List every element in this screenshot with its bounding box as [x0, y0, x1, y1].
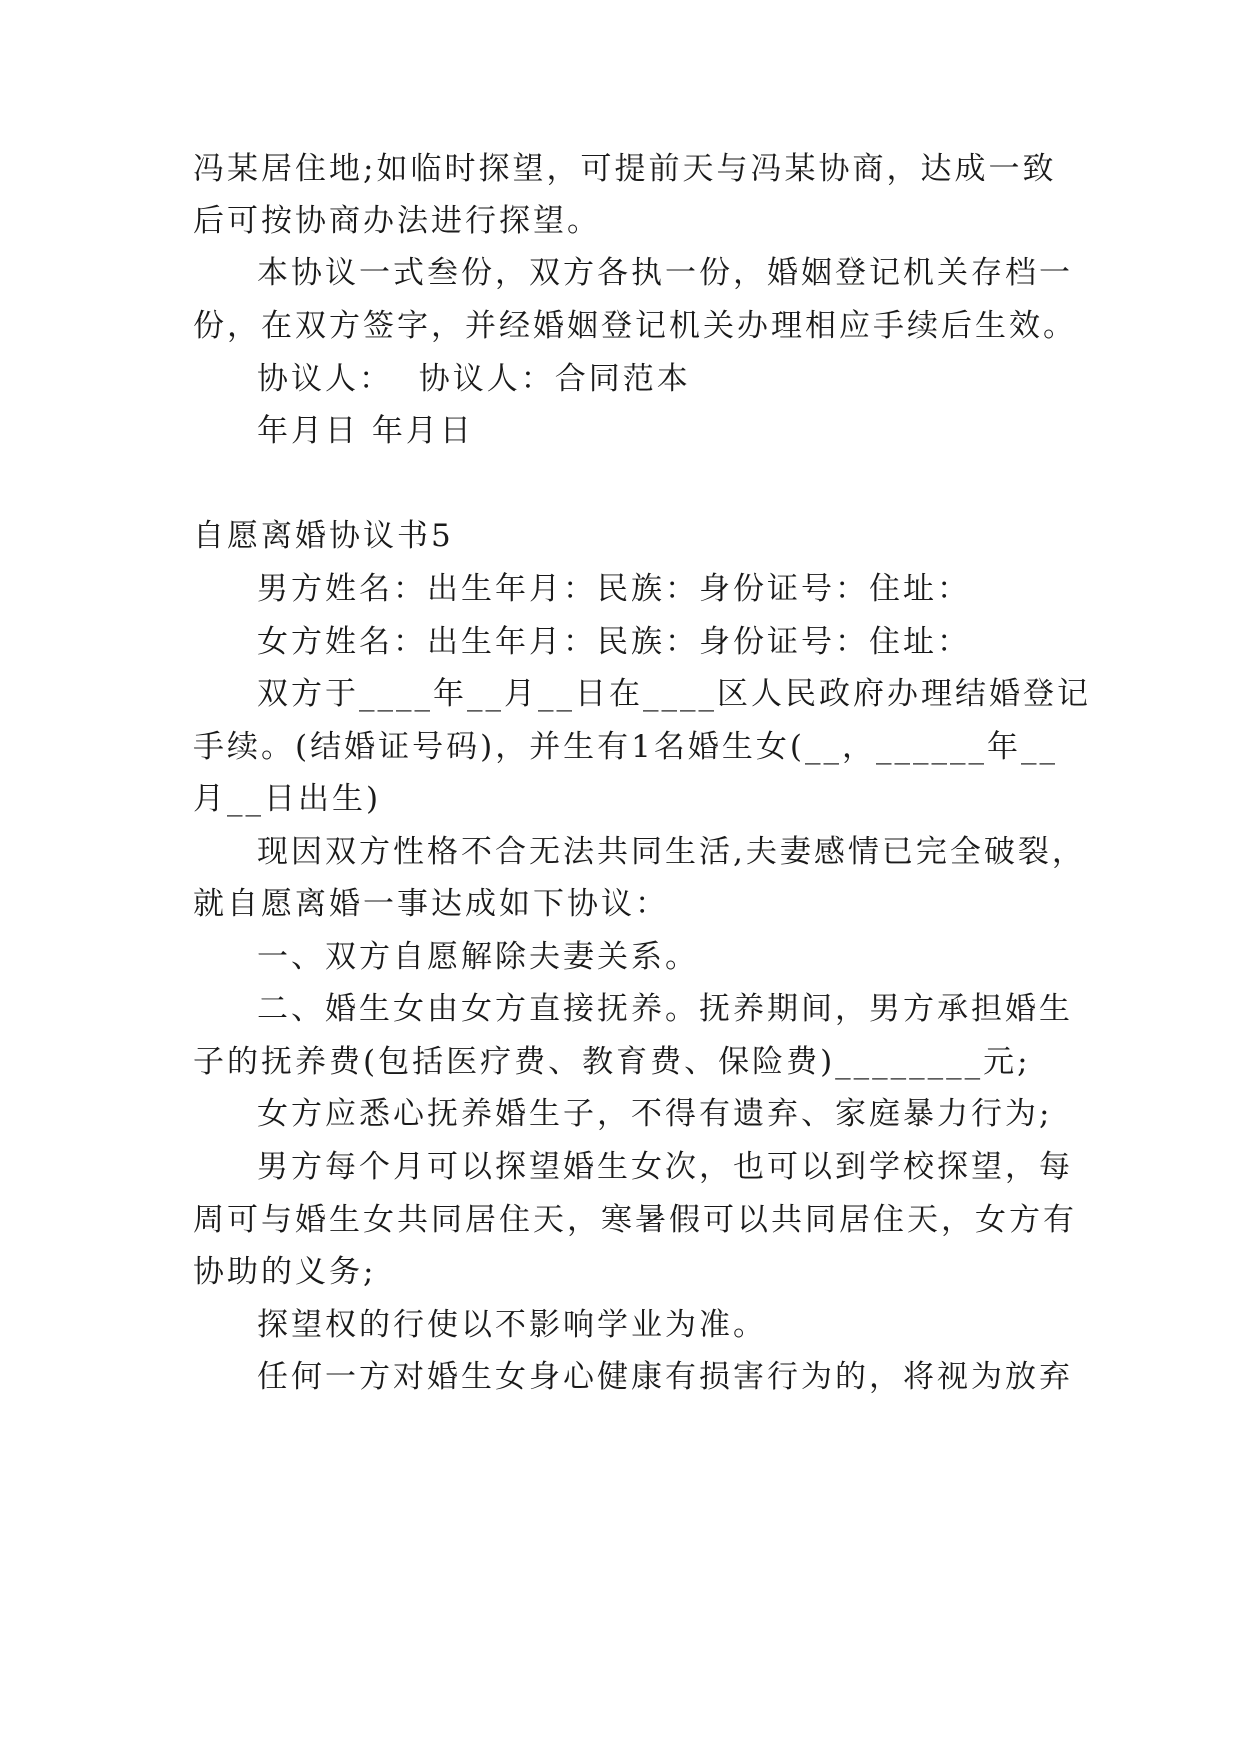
- text-line: 二、婚生女由女方直接抚养。抚养期间，男方承担婚生: [257, 991, 1073, 1027]
- text-line: 周可与婚生女共同居住天，寒暑假可以共同居住天，女方有: [193, 1202, 1077, 1238]
- text-line: 份，在双方签字，并经婚姻登记机关办理相应手续后生效。: [193, 308, 1077, 344]
- text-line: 手续。(结婚证号码)，并生有1名婚生女(__，______年__: [193, 729, 1059, 765]
- text-line: 就自愿离婚一事达成如下协议：: [193, 886, 669, 922]
- text-line: 本协议一式叁份，双方各执一份，婚姻登记机关存档一: [257, 255, 1073, 291]
- female-info: 女方姓名：出生年月：民族：身份证号：住址：: [257, 624, 971, 660]
- text-line: 双方于____年__月__日在____区人民政府办理结婚登记: [257, 676, 1091, 712]
- text-line: 后可按协商办法进行探望。: [193, 203, 601, 239]
- text-line: 月__日出生): [193, 781, 382, 817]
- text-line: 现因双方性格不合无法共同生活,夫妻感情已完全破裂，: [257, 834, 1086, 870]
- text-line: 探望权的行使以不影响学业为准。: [257, 1307, 767, 1343]
- text-line: 任何一方对婚生女身心健康有损害行为的，将视为放弃: [257, 1359, 1073, 1395]
- text-line: 协助的义务;: [193, 1254, 377, 1290]
- text-line: 女方应悉心抚养婚生子，不得有遗弃、家庭暴力行为;: [257, 1096, 1053, 1132]
- signature-line: 协议人： 协议人：合同范本: [257, 361, 691, 397]
- text-line: 子的抚养费(包括医疗费、教育费、保险费)________元;: [193, 1044, 1031, 1080]
- text-line: 冯某居住地;如临时探望，可提前天与冯某协商，达成一致: [193, 151, 1057, 187]
- section-title: 自愿离婚协议书5: [193, 518, 454, 554]
- clause-1: 一、双方自愿解除夫妻关系。: [257, 939, 699, 975]
- male-info: 男方姓名：出生年月：民族：身份证号：住址：: [257, 571, 971, 607]
- text-line: 男方每个月可以探望婚生女次，也可以到学校探望，每: [257, 1149, 1073, 1185]
- date-line: 年月日 年月日: [257, 413, 474, 449]
